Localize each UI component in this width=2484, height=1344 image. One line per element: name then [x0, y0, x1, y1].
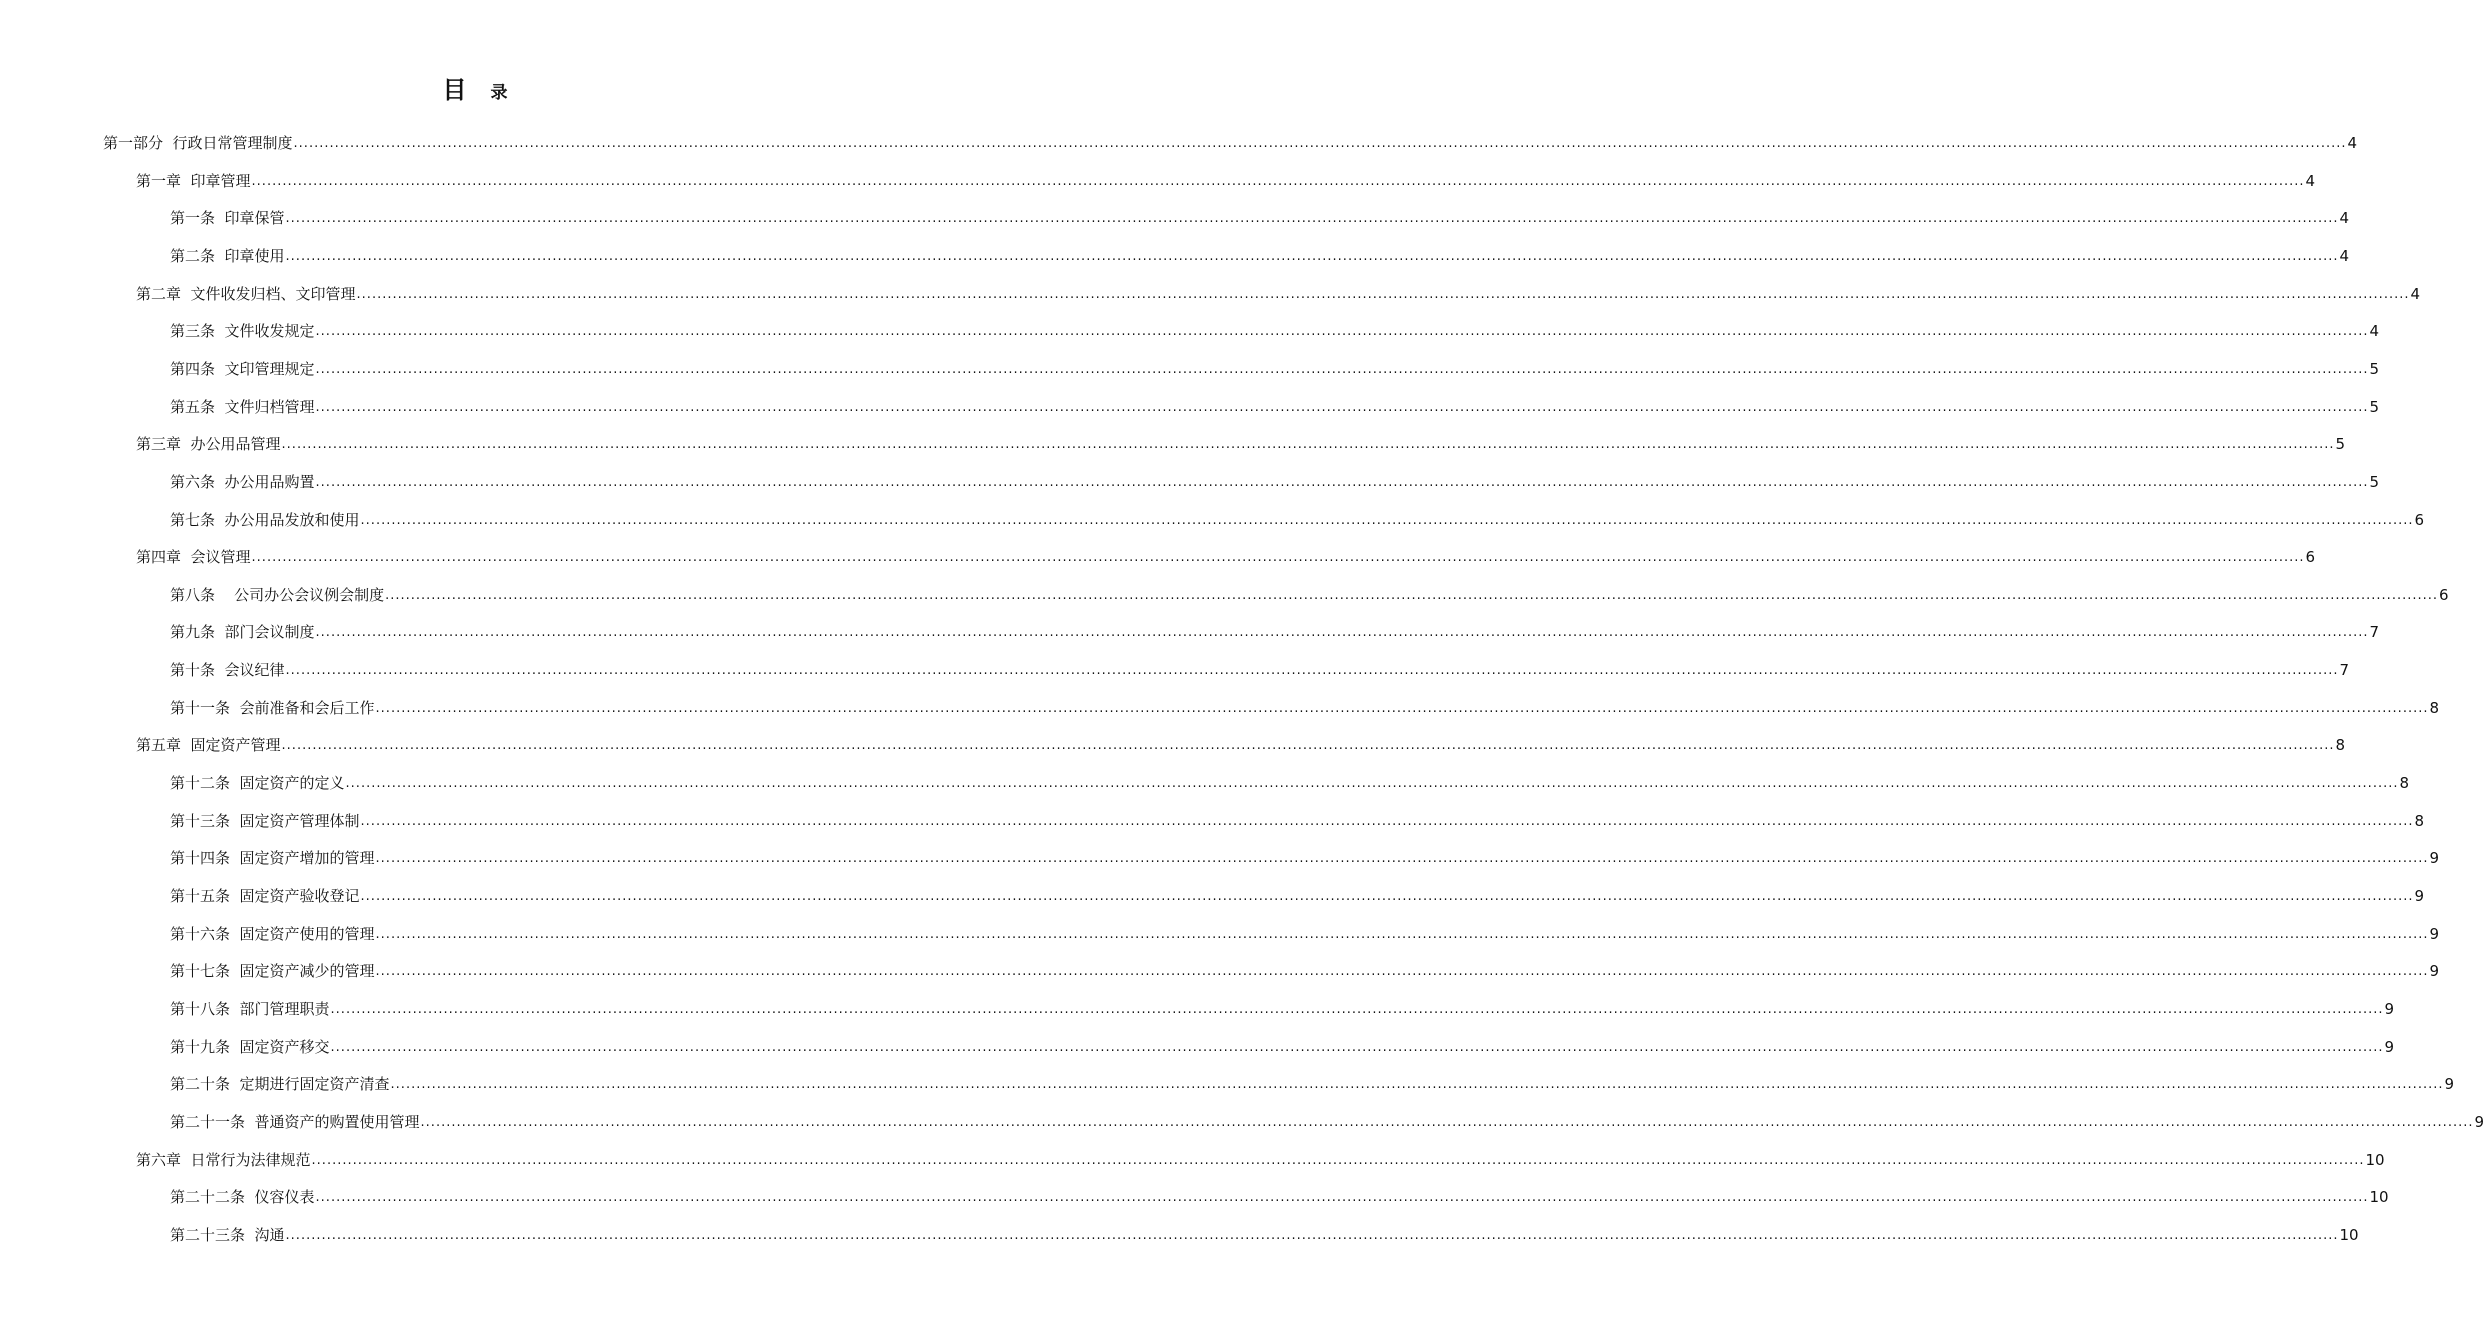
- toc-entry[interactable]: [170, 881, 2425, 907]
- toc-entry-label: 第十二条 固定资产的定义: [170, 774, 345, 793]
- toc-leader-dots: ................................................................................................................................................................................................................................................................................................................................................................................................................: [375, 851, 2429, 867]
- toc-entry-label: 第三章 办公用品管理: [136, 435, 281, 454]
- toc-entry-page: 7: [2339, 661, 2350, 680]
- toc-entry-page: 9: [2429, 924, 2440, 943]
- toc-entry[interactable]: [170, 392, 2380, 418]
- toc-entry-label: 第五章 固定资产管理: [136, 736, 281, 755]
- toc-entry-page: 9: [2384, 1037, 2395, 1056]
- toc-entry[interactable]: [170, 1069, 2455, 1095]
- toc-entry-label: 第二十一条 普通资产的购置使用管理: [170, 1112, 420, 1131]
- toc-leader-dots: ................................................................................................................................................................................................................................................................................................................................................................................................................: [293, 136, 2347, 151]
- toc-entry[interactable]: [170, 580, 2449, 606]
- toc-entry-label: 第一章 印章管理: [136, 171, 251, 190]
- toc-entry-label: 第七条 办公用品发放和使用: [170, 510, 360, 529]
- toc-entry[interactable]: [170, 956, 2440, 982]
- toc-entry[interactable]: [170, 994, 2395, 1020]
- toc-title-sub: 录: [490, 83, 508, 103]
- toc-entry[interactable]: [170, 467, 2380, 493]
- toc-leader-dots: ................................................................................................................................................................................................................................................................................................................................................................................................................: [420, 1114, 2474, 1130]
- toc-entry-page: 8: [2335, 736, 2346, 755]
- toc-leader-dots: ................................................................................................................................................................................................................................................................................................................................................................................................................: [330, 1001, 2384, 1017]
- toc-entry-label: 第十六条 固定资产使用的管理: [170, 924, 375, 943]
- toc-leader-dots: ................................................................................................................................................................................................................................................................................................................................................................................................................: [315, 1190, 2369, 1206]
- toc-entry-page: 10: [2365, 1150, 2385, 1169]
- toc-entry-label: 第二章 文件收发归档、文印管理: [136, 284, 356, 303]
- toc-entry[interactable]: [170, 1182, 2389, 1208]
- toc-entry-page: 8: [2429, 698, 2440, 717]
- toc-entry-label: 第十七条 固定资产减少的管理: [170, 962, 375, 981]
- toc-leader-dots: ................................................................................................................................................................................................................................................................................................................................................................................................................: [285, 248, 2339, 264]
- toc-entry-label: 第四章 会议管理: [136, 548, 251, 567]
- toc-leader-dots: ................................................................................................................................................................................................................................................................................................................................................................................................................: [311, 1152, 2365, 1168]
- toc-entry-page: 4: [2305, 171, 2316, 190]
- toc-entry-page: 6: [2305, 548, 2316, 567]
- toc-entry-page: 5: [2369, 359, 2380, 378]
- toc-leader-dots: ................................................................................................................................................................................................................................................................................................................................................................................................................: [356, 286, 2410, 302]
- toc-leader-dots: ................................................................................................................................................................................................................................................................................................................................................................................................................: [285, 663, 2339, 679]
- toc-entry[interactable]: [103, 128, 2358, 154]
- toc-entry-page: 4: [2369, 322, 2380, 341]
- toc-leader-dots: ................................................................................................................................................................................................................................................................................................................................................................................................................: [360, 813, 2414, 829]
- toc-entry-label: 第六章 日常行为法律规范: [136, 1150, 311, 1169]
- toc-title: [0, 74, 950, 109]
- toc-leader-dots: ................................................................................................................................................................................................................................................................................................................................................................................................................: [251, 173, 2305, 189]
- toc-leader-dots: ................................................................................................................................................................................................................................................................................................................................................................................................................: [345, 776, 2399, 792]
- toc-leader-dots: ................................................................................................................................................................................................................................................................................................................................................................................................................: [285, 211, 2339, 227]
- toc-entry-page: 9: [2414, 887, 2425, 905]
- toc-entry[interactable]: [170, 768, 2410, 794]
- toc-entry-page: 9: [2429, 849, 2440, 868]
- toc-entry[interactable]: [136, 730, 2346, 756]
- toc-entry-page: 8: [2399, 774, 2410, 793]
- toc-entry-page: 4: [2339, 209, 2350, 228]
- toc-entry-page: 8: [2414, 811, 2425, 830]
- toc-entry-label: 第十三条 固定资产管理体制: [170, 811, 360, 830]
- toc-leader-dots: ................................................................................................................................................................................................................................................................................................................................................................................................................: [330, 1039, 2384, 1055]
- toc-entry-label: 第十九条 固定资产移交: [170, 1037, 330, 1056]
- toc-leader-dots: ................................................................................................................................................................................................................................................................................................................................................................................................................: [360, 889, 2414, 904]
- toc-entry[interactable]: [170, 203, 2350, 229]
- toc-entry-label: 第二十条 定期进行固定资产清查: [170, 1075, 390, 1094]
- toc-entry[interactable]: [170, 843, 2440, 869]
- toc-entry-page: 4: [2339, 246, 2350, 265]
- toc-leader-dots: ................................................................................................................................................................................................................................................................................................................................................................................................................: [390, 1077, 2444, 1093]
- toc-entry-label: 第十四条 固定资产增加的管理: [170, 849, 375, 868]
- toc-entry[interactable]: [170, 617, 2380, 643]
- toc-leader-dots: ................................................................................................................................................................................................................................................................................................................................................................................................................: [251, 550, 2305, 566]
- toc-entry-label: 第二十二条 仪容仪表: [170, 1188, 315, 1207]
- toc-entry-label: 第十八条 部门管理职责: [170, 999, 330, 1018]
- toc-leader-dots: ................................................................................................................................................................................................................................................................................................................................................................................................................: [385, 587, 2439, 603]
- toc-entry[interactable]: [170, 505, 2425, 531]
- toc-leader-dots: ................................................................................................................................................................................................................................................................................................................................................................................................................: [285, 1227, 2339, 1243]
- toc-entry-page: 5: [2369, 397, 2380, 416]
- toc-entry-page: 7: [2369, 623, 2380, 642]
- toc-leader-dots: ................................................................................................................................................................................................................................................................................................................................................................................................................: [375, 926, 2429, 942]
- toc-entry-page: 6: [2414, 510, 2425, 529]
- toc-entry-page: 9: [2384, 999, 2395, 1018]
- toc-leader-dots: ................................................................................................................................................................................................................................................................................................................................................................................................................: [281, 437, 2335, 453]
- toc-entry[interactable]: [136, 429, 2346, 455]
- toc-entry-label: 第二条 印章使用: [170, 246, 285, 265]
- toc-entry[interactable]: [170, 693, 2440, 719]
- toc-entry[interactable]: [170, 316, 2380, 342]
- toc-entry-page: 9: [2474, 1112, 2484, 1131]
- toc-entry-label: 第二十三条 沟通: [170, 1225, 285, 1244]
- toc-entry-page: 4: [2410, 284, 2421, 303]
- toc-entry-page: 9: [2429, 962, 2440, 981]
- toc-leader-dots: ................................................................................................................................................................................................................................................................................................................................................................................................................: [375, 964, 2429, 980]
- toc-leader-dots: ................................................................................................................................................................................................................................................................................................................................................................................................................: [315, 399, 2369, 415]
- toc-entry-label: 第三条 文件收发规定: [170, 322, 315, 341]
- toc-entry[interactable]: [136, 166, 2316, 192]
- toc-leader-dots: ................................................................................................................................................................................................................................................................................................................................................................................................................: [315, 361, 2369, 377]
- toc-entry-page: 10: [2339, 1225, 2359, 1244]
- toc-leader-dots: ................................................................................................................................................................................................................................................................................................................................................................................................................: [315, 324, 2369, 340]
- toc-entry-label: 第十一条 会前准备和会后工作: [170, 698, 375, 717]
- toc-entry-page: 6: [2439, 585, 2449, 604]
- toc-entry[interactable]: [170, 1032, 2395, 1058]
- toc-entry-page: 9: [2444, 1075, 2455, 1094]
- toc-title-main: 目: [442, 76, 467, 104]
- toc-entry[interactable]: [170, 919, 2440, 945]
- toc-entry[interactable]: [170, 1220, 2359, 1246]
- toc-entry-page: 10: [2369, 1188, 2389, 1207]
- toc-entry[interactable]: [170, 1107, 2484, 1133]
- toc-entry-label: 第四条 文印管理规定: [170, 359, 315, 378]
- toc-leader-dots: ................................................................................................................................................................................................................................................................................................................................................................................................................: [375, 700, 2429, 716]
- toc-entry-page: 5: [2369, 472, 2380, 491]
- toc-entry[interactable]: [136, 1145, 2385, 1171]
- toc-entry-label: 第一条 印章保管: [170, 209, 285, 228]
- toc-entry[interactable]: [136, 542, 2316, 568]
- toc-leader-dots: ................................................................................................................................................................................................................................................................................................................................................................................................................: [281, 738, 2335, 754]
- toc-entry-page: 5: [2335, 435, 2346, 454]
- toc-leader-dots: ................................................................................................................................................................................................................................................................................................................................................................................................................: [315, 625, 2369, 641]
- toc-entry[interactable]: [170, 655, 2350, 681]
- toc-entry[interactable]: [170, 241, 2350, 267]
- toc-entry[interactable]: [136, 279, 2421, 305]
- toc-entry-label: 第八条 公司办公会议例会制度: [170, 585, 385, 604]
- toc-entry-label: 第五条 文件归档管理: [170, 397, 315, 416]
- toc-entry[interactable]: [170, 354, 2380, 380]
- toc-entry-label: 第一部分 行政日常管理制度: [103, 134, 293, 152]
- toc-entry-page: 4: [2347, 134, 2358, 152]
- toc-leader-dots: ................................................................................................................................................................................................................................................................................................................................................................................................................: [315, 474, 2369, 490]
- toc-entry-label: 第九条 部门会议制度: [170, 623, 315, 642]
- toc-leader-dots: ................................................................................................................................................................................................................................................................................................................................................................................................................: [360, 512, 2414, 528]
- toc-entry-label: 第六条 办公用品购置: [170, 472, 315, 491]
- toc-entry[interactable]: [170, 806, 2425, 832]
- toc-entry-label: 第十五条 固定资产验收登记: [170, 887, 360, 905]
- toc-entry-label: 第十条 会议纪律: [170, 661, 285, 680]
